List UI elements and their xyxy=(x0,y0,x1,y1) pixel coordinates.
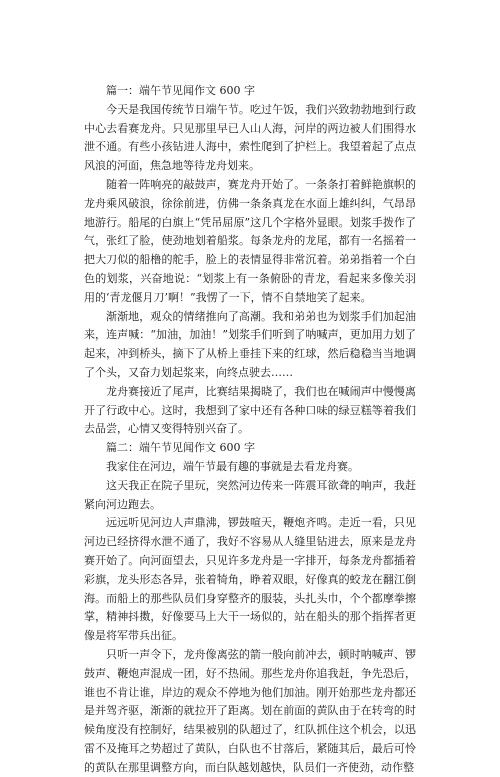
essay-1-paragraph: 随着一阵响亮的敲鼓声，赛龙舟开始了。一条条打着鲜艳旗帜的龙舟乘风破浪，徐徐前进，仿佛一条条真龙在水面上雄纠纠，气昂昂地游行。船尾的白旗上“凭吊屈原”这几个字格外显眼。划浆手拨作了气，张红了脸，使劲地划着船浆。每条龙舟的龙尾，都有一名摇着一把大刀似的船橹的舵手，脸上的表情显得非常沉着。弟弟指着一个白色的划浆，兴奋地说：“划浆上有一条俯卧的青龙，看起来多像关羽用的‘青龙偃月刀’啊！”我愣了一下，情不自禁地笑了起来。 xyxy=(84,177,416,304)
essay-2-paragraph: 我家住在河边，端午节最有趣的事就是去看龙舟赛。 xyxy=(106,459,359,473)
essay-1-title: 篇一：端午节见闻作文 600 字 xyxy=(106,84,255,97)
essay-2-title: 篇二：端午节见闻作文 600 字 xyxy=(106,441,255,455)
essay-1-paragraph: 渐渐地，观众的情绪推向了高潮。我和弟弟也为划浆手们加起油来，连声喊：“加油，加油！”划浆手们听到了呐喊声，更加用力划了起来，冲到桥头，摘下了从桥上垂挂下来的红球，然后稳稳当当地调了个头，又奋力划起浆来，向终点驶去…… xyxy=(84,309,416,379)
essay-2-paragraph: 远远听见河边人声鼎沸，锣鼓喧天，鞭炮齐鸣。走近一看，只见河边已经挤得水泄不通了，我好不容易从人缝里钻进去，原来是龙舟赛开始了。向河面望去，只见许多龙舟是一字排开，每条龙舟都插着彩旗，龙头形态各异，张着犄角，睁着双眼，好像真的蛟龙在翻江倒海。而船上的那些队员们身穿整齐的服装，头扎头巾，个个都摩拳擦掌，精神抖擞，好像要马上大干一场似的，站在船头的那个指挥者更像是将军带兵出征。 xyxy=(84,516,416,643)
essay-2-paragraph: 只听一声令下，龙舟像离弦的箭一般向前冲去，顿时呐喊声、锣鼓声、鞭炮声混成一团，好不热闹。那些龙舟你追我赶，争先恐后，谁也不肯让谁，岸边的观众不停地为他们加油。刚开始那些龙舟都还是并驾齐驱，渐渐的就拉开了距离。划在前面的黄队由于在转弯的时候角度没有控制好，结果被别的队超过了，红队抓住这个机会，以迅雷不及掩耳之势超过了黄队，白队也不甘落后，紧随其后，最后可怜的黄队在那里调整方向，而白队越划越快，队员们一齐使劲，动作整 xyxy=(84,647,416,774)
essay-1-paragraph: 今天是我国传统节日端午节。吃过午饭，我们兴致勃勃地到行政中心去看赛龙舟。只见那里早已人山人海，河岸的两边被人们围得水泄不通。有些小孩钻进人海中，索性爬到了护栏上。我望着起了点点风浪的河面，焦急地等待龙舟划来。 xyxy=(84,102,416,173)
essay-2-paragraph: 这天我正在院子里玩，突然河边传来一阵震耳欲聋的响声，我赶紧向河边跑去。 xyxy=(84,478,416,511)
essay-1-paragraph: 龙舟赛接近了尾声，比赛结果揭晓了，我们也在喊闹声中慢慢离开了行政中心。这时，我想到了家中还有各种口味的绿豆糕等着我们去品尝，心情又变得特别兴奋了。 xyxy=(84,384,416,436)
